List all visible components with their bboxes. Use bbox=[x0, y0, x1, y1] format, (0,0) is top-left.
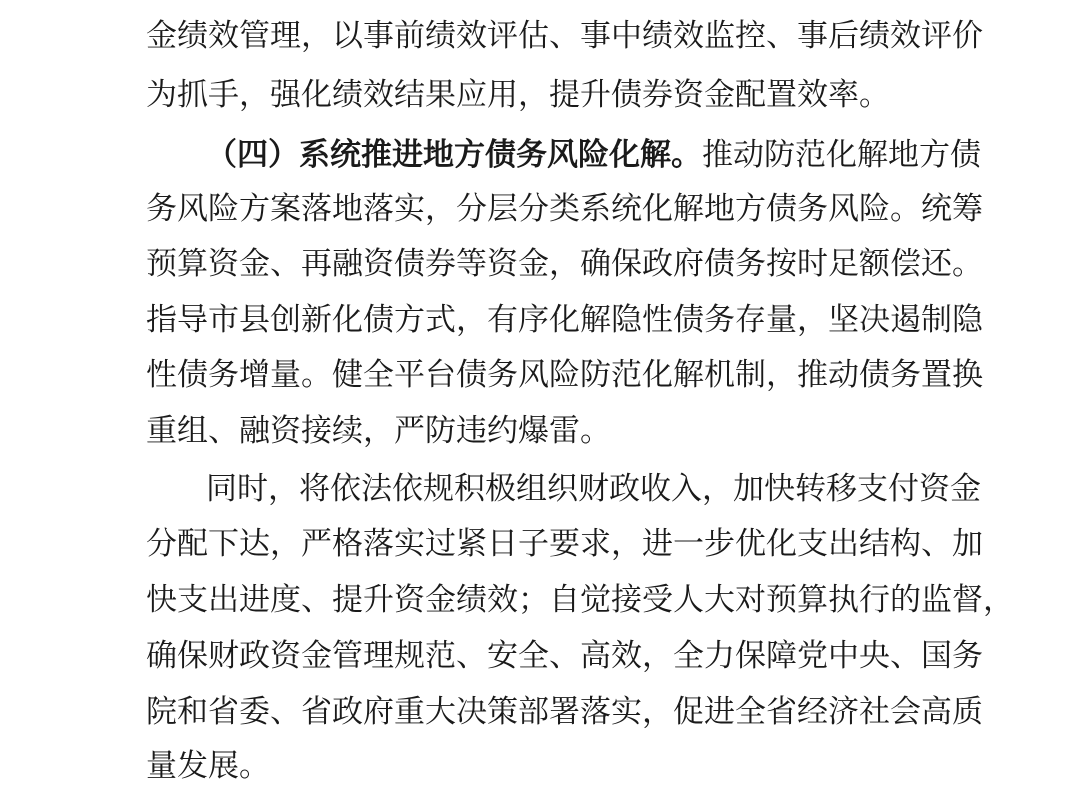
paragraph-line bbox=[0, 181, 1080, 237]
line-text: 量发展。 bbox=[146, 748, 270, 784]
line-text: 指导市县创新化债方式，有序化解隐性债务存量，坚决遏制隐 bbox=[146, 302, 983, 338]
paragraph-line bbox=[0, 516, 1080, 572]
line-text: 重组、融资接续，严防违约爆雷。 bbox=[146, 413, 611, 449]
line-text: 预算资金、再融资债券等资金，确保政府债务按时足额偿还。 bbox=[146, 246, 983, 282]
line-text: 为抓手，强化绩效结果应用，提升债券资金配置效率。 bbox=[146, 77, 890, 113]
paragraph-line bbox=[0, 738, 1080, 794]
line-text: 同时，将依法依规积极组织财政收入，加快转移支付资金 bbox=[206, 471, 981, 507]
line-text: 分配下达，严格落实过紧日子要求，进一步优化支出结构、加 bbox=[146, 526, 983, 562]
paragraph-line bbox=[0, 8, 1080, 64]
line-text: 推动防范化解地方债 bbox=[702, 137, 981, 173]
line-text: 确保财政资金管理规范、安全、高效，全力保障党中央、国务 bbox=[146, 638, 983, 674]
line-text: 金绩效管理，以事前绩效评估、事中绩效监控、事后绩效评价 bbox=[146, 18, 983, 54]
line-text: 务风险方案落地落实，分层分类系统化解地方债务风险。统筹 bbox=[146, 191, 983, 227]
paragraph-line bbox=[0, 572, 1080, 628]
paragraph-line bbox=[0, 347, 1080, 403]
section-heading: （四）系统推进地方债务风险化解。 bbox=[206, 137, 702, 173]
line-text: 快支出进度、提升资金绩效；自觉接受人大对预算执行的监督， bbox=[146, 582, 1014, 618]
paragraph-line bbox=[0, 292, 1080, 348]
paragraph-line bbox=[0, 628, 1080, 684]
line-text: 院和省委、省政府重大决策部署落实，促进全省经济社会高质 bbox=[146, 694, 983, 730]
line-text: 性债务增量。健全平台债务风险防范化解机制，推动债务置换 bbox=[146, 357, 983, 393]
paragraph-line bbox=[0, 403, 1080, 459]
paragraph-line bbox=[0, 67, 1080, 123]
section-heading-line bbox=[0, 127, 1080, 183]
paragraph-line bbox=[0, 684, 1080, 740]
paragraph-line bbox=[0, 461, 1080, 517]
paragraph-line bbox=[0, 236, 1080, 292]
